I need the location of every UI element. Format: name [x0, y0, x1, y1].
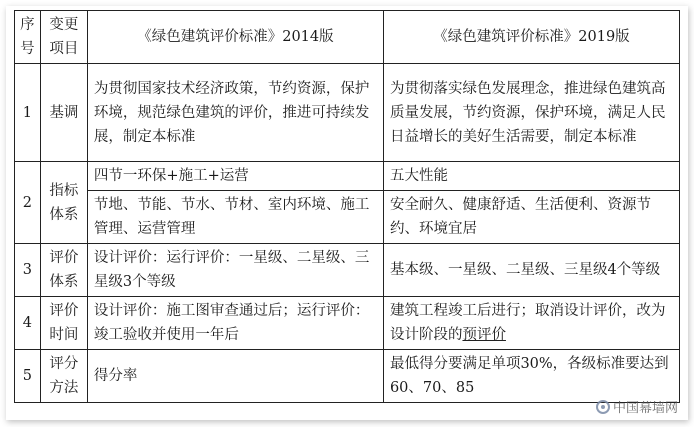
- header-2014: 《绿色建筑评价标准》2014版: [87, 11, 383, 64]
- table-row: [15, 297, 680, 350]
- cell-2014: 为贯彻国家技术经济政策，节约资源，保护环境，规范绿色建筑的评价，推进可持续发展，制定本标准: [87, 64, 383, 162]
- cell-2019-underlined: 预评价: [462, 327, 506, 343]
- document-frame: [6, 6, 688, 420]
- row-no: 5: [15, 350, 41, 403]
- row-item: 评价时间: [40, 297, 87, 350]
- cell-2014: 节地、节能、节水、节材、室内环境、施工管理、运营管理: [87, 191, 383, 244]
- cell-2019-text: 建筑工程竣工后进行；取消设计评价，改为设计阶段的: [389, 303, 666, 343]
- row-no: 3: [15, 244, 41, 297]
- cell-2014: 得分率: [87, 350, 383, 403]
- cell-2019: 最低得分要满足单项30%，各级标准要达到60、70、85: [383, 350, 679, 403]
- cell-2014: 四节一环保+施工+运营: [87, 162, 383, 191]
- row-no: 2: [15, 162, 41, 244]
- row-item: 评分方法: [40, 350, 87, 403]
- cell-2019: 五大性能: [383, 162, 679, 191]
- row-no: 1: [15, 64, 41, 162]
- row-item: 评价体系: [40, 244, 87, 297]
- row-item: 基调: [40, 64, 87, 162]
- table-row: [15, 64, 680, 162]
- table-header-row: [15, 11, 680, 64]
- table-row: [15, 244, 680, 297]
- watermark-logo-icon: [596, 400, 610, 414]
- cell-2019: 安全耐久、健康舒适、生活便利、资源节约、环境宜居: [383, 191, 679, 244]
- watermark: [596, 397, 678, 416]
- header-item: 变更项目: [40, 11, 87, 64]
- table-row: [15, 162, 680, 191]
- cell-2019: 基本级、一星级、二星级、三星级4个等级: [383, 244, 679, 297]
- cell-2019: [383, 297, 679, 350]
- standards-comparison-table: [14, 10, 680, 403]
- table-row: [15, 191, 680, 244]
- table-row: [15, 350, 680, 403]
- header-2019: 《绿色建筑评价标准》2019版: [383, 11, 679, 64]
- row-item: 指标体系: [40, 162, 87, 244]
- cell-2014: 设计评价：运行评价：一星级、二星级、三星级3个等级: [87, 244, 383, 297]
- row-no: 4: [15, 297, 41, 350]
- header-no: 序号: [15, 11, 41, 64]
- cell-2019: 为贯彻落实绿色发展理念，推进绿色建筑高质量发展，节约资源，保护环境，满足人民日益增长的美好生活需要，制定本标准: [383, 64, 679, 162]
- watermark-text: 中国幕墙网: [612, 401, 678, 416]
- cell-2014: 设计评价：施工图审查通过后；运行评价：竣工验收并使用一年后: [87, 297, 383, 350]
